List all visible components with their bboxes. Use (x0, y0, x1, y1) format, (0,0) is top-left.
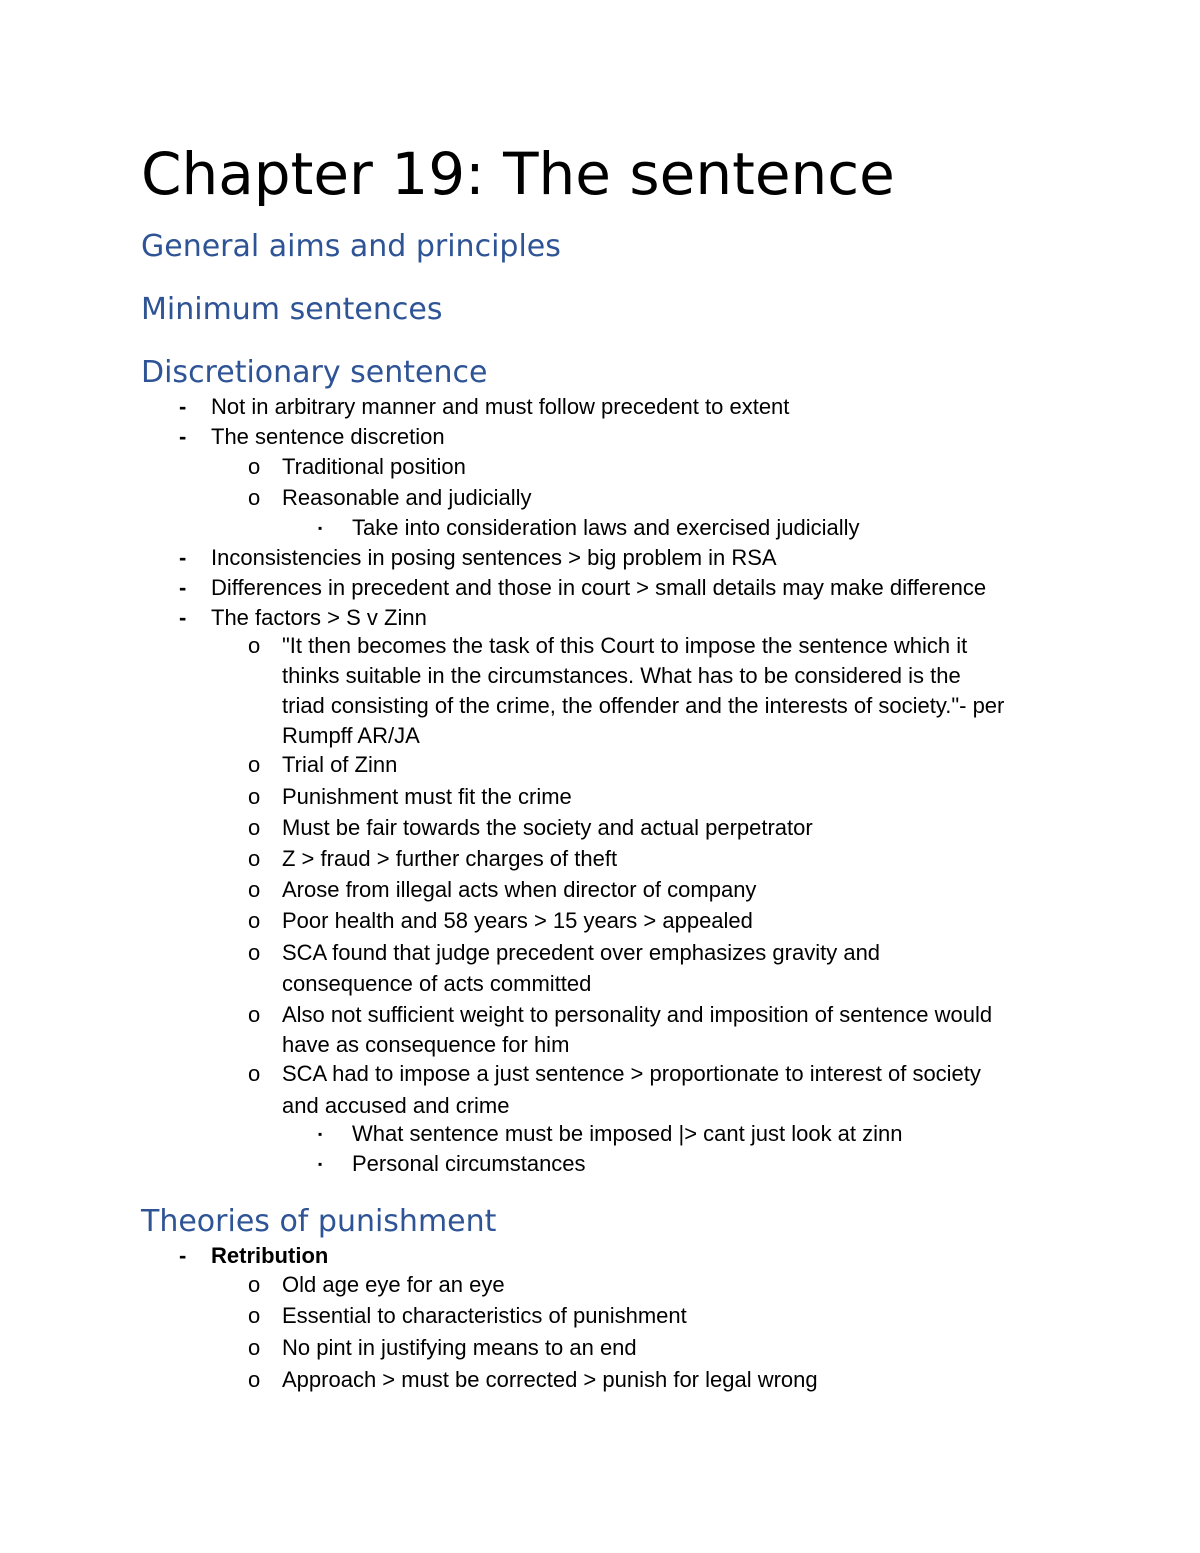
list-item (248, 750, 398, 780)
list-item-text: Not in arbitrary manner and must follow precedent to extent (211, 394, 790, 419)
list-item (318, 513, 860, 543)
list-item-text: No pint in justifying means to an end (282, 1335, 637, 1360)
list-item (248, 1059, 981, 1089)
list-item-continuation (282, 1091, 509, 1121)
circle-bullet-icon: o (248, 752, 261, 777)
list-item (248, 631, 968, 661)
list-item (318, 1149, 586, 1179)
square-bullet-icon: ▪ (318, 521, 323, 535)
circle-bullet-icon: o (248, 633, 261, 658)
list-item-text: Reasonable and judicially (282, 485, 532, 510)
list-item (248, 875, 757, 905)
square-bullet-icon: ▪ (318, 1157, 323, 1171)
list-item (248, 844, 618, 874)
circle-bullet-icon: o (248, 815, 261, 840)
list-item (248, 813, 813, 843)
circle-bullet-icon: o (248, 1061, 261, 1086)
list-item-text: Z > fraud > further charges of theft (282, 846, 618, 871)
list-item (248, 1000, 993, 1030)
list-item-text: Retribution (211, 1243, 329, 1268)
list-item-text: and accused and crime (282, 1093, 510, 1118)
list-item-text: triad consisting of the crime, the offender and the interests of society."- per (282, 693, 1005, 718)
circle-bullet-icon: o (248, 1303, 261, 1328)
list-item (179, 1241, 329, 1271)
circle-bullet-icon: o (248, 877, 261, 902)
list-item (248, 782, 572, 812)
dash-bullet-icon: - (179, 424, 187, 449)
list-item-text: Differences in precedent and those in court > small details may make difference (211, 575, 987, 600)
list-item-text: What sentence must be imposed |> cant just look at zinn (352, 1121, 903, 1146)
list-item (248, 1333, 637, 1363)
list-item-text: Approach > must be corrected > punish for legal wrong (282, 1367, 818, 1392)
list-item (179, 543, 777, 573)
dash-bullet-icon: - (179, 394, 187, 419)
list-item-text: Punishment must fit the crime (282, 784, 572, 809)
heading-minimum-sentences: Minimum sentences (141, 292, 443, 327)
list-item (179, 573, 987, 603)
list-item (318, 1119, 903, 1149)
list-item-text: Essential to characteristics of punishment (282, 1303, 687, 1328)
list-item-text: Arose from illegal acts when director of company (282, 877, 757, 902)
list-item-text: The factors > S v Zinn (211, 605, 427, 630)
circle-bullet-icon: o (248, 1002, 261, 1027)
list-item-text: Rumpff AR/JA (282, 723, 420, 748)
circle-bullet-icon: o (248, 454, 261, 479)
square-bullet-icon: ▪ (318, 1127, 323, 1141)
list-item-text: The sentence discretion (211, 424, 445, 449)
list-item-text: thinks suitable in the circumstances. What has to be considered is the (282, 663, 961, 688)
list-item-text: Trial of Zinn (282, 752, 398, 777)
list-item-text: SCA found that judge precedent over emphasizes gravity and (282, 940, 881, 965)
list-item (179, 392, 790, 422)
dash-bullet-icon: - (179, 1243, 187, 1268)
circle-bullet-icon: o (248, 846, 261, 871)
list-item (248, 452, 466, 482)
circle-bullet-icon: o (248, 908, 261, 933)
circle-bullet-icon: o (248, 485, 261, 510)
list-item (248, 483, 532, 513)
list-item (248, 1270, 505, 1300)
list-item-text: Old age eye for an eye (282, 1272, 505, 1297)
dash-bullet-icon: - (179, 545, 187, 570)
heading-general-aims: General aims and principles (141, 229, 561, 264)
list-item (248, 938, 881, 968)
list-item (248, 1365, 818, 1395)
circle-bullet-icon: o (248, 1367, 261, 1392)
circle-bullet-icon: o (248, 1272, 261, 1297)
list-item-text: Personal circumstances (352, 1151, 586, 1176)
heading-theories-of-punishment: Theories of punishment (141, 1204, 497, 1239)
circle-bullet-icon: o (248, 1335, 261, 1360)
dash-bullet-icon: - (179, 605, 187, 630)
list-item (248, 906, 753, 936)
list-item-continuation (282, 969, 591, 999)
list-item (248, 1301, 687, 1331)
list-item-text: Inconsistencies in posing sentences > big problem in RSA (211, 545, 777, 570)
circle-bullet-icon: o (248, 940, 261, 965)
list-item-text: Also not sufficient weight to personality and imposition of sentence would (282, 1002, 993, 1027)
list-item-text: Poor health and 58 years > 15 years > appealed (282, 908, 753, 933)
list-item-continuation (282, 691, 1004, 721)
list-item-text: Must be fair towards the society and actual perpetrator (282, 815, 813, 840)
heading-discretionary-sentence: Discretionary sentence (141, 355, 488, 390)
list-item-text: Take into consideration laws and exercised judicially (352, 515, 860, 540)
circle-bullet-icon: o (248, 784, 261, 809)
list-item (179, 422, 445, 452)
list-item (179, 603, 427, 633)
list-item-text: "It then becomes the task of this Court to impose the sentence which it (282, 633, 968, 658)
page-title: Chapter 19: The sentence (141, 140, 895, 208)
list-item-continuation (282, 661, 961, 691)
list-item-text: have as consequence for him (282, 1032, 570, 1057)
list-item-continuation (282, 1030, 569, 1060)
list-item-continuation (282, 721, 420, 751)
list-item-text: Traditional position (282, 454, 466, 479)
list-item-text: SCA had to impose a just sentence > proportionate to interest of society (282, 1061, 981, 1086)
dash-bullet-icon: - (179, 575, 187, 600)
list-item-text: consequence of acts committed (282, 971, 592, 996)
